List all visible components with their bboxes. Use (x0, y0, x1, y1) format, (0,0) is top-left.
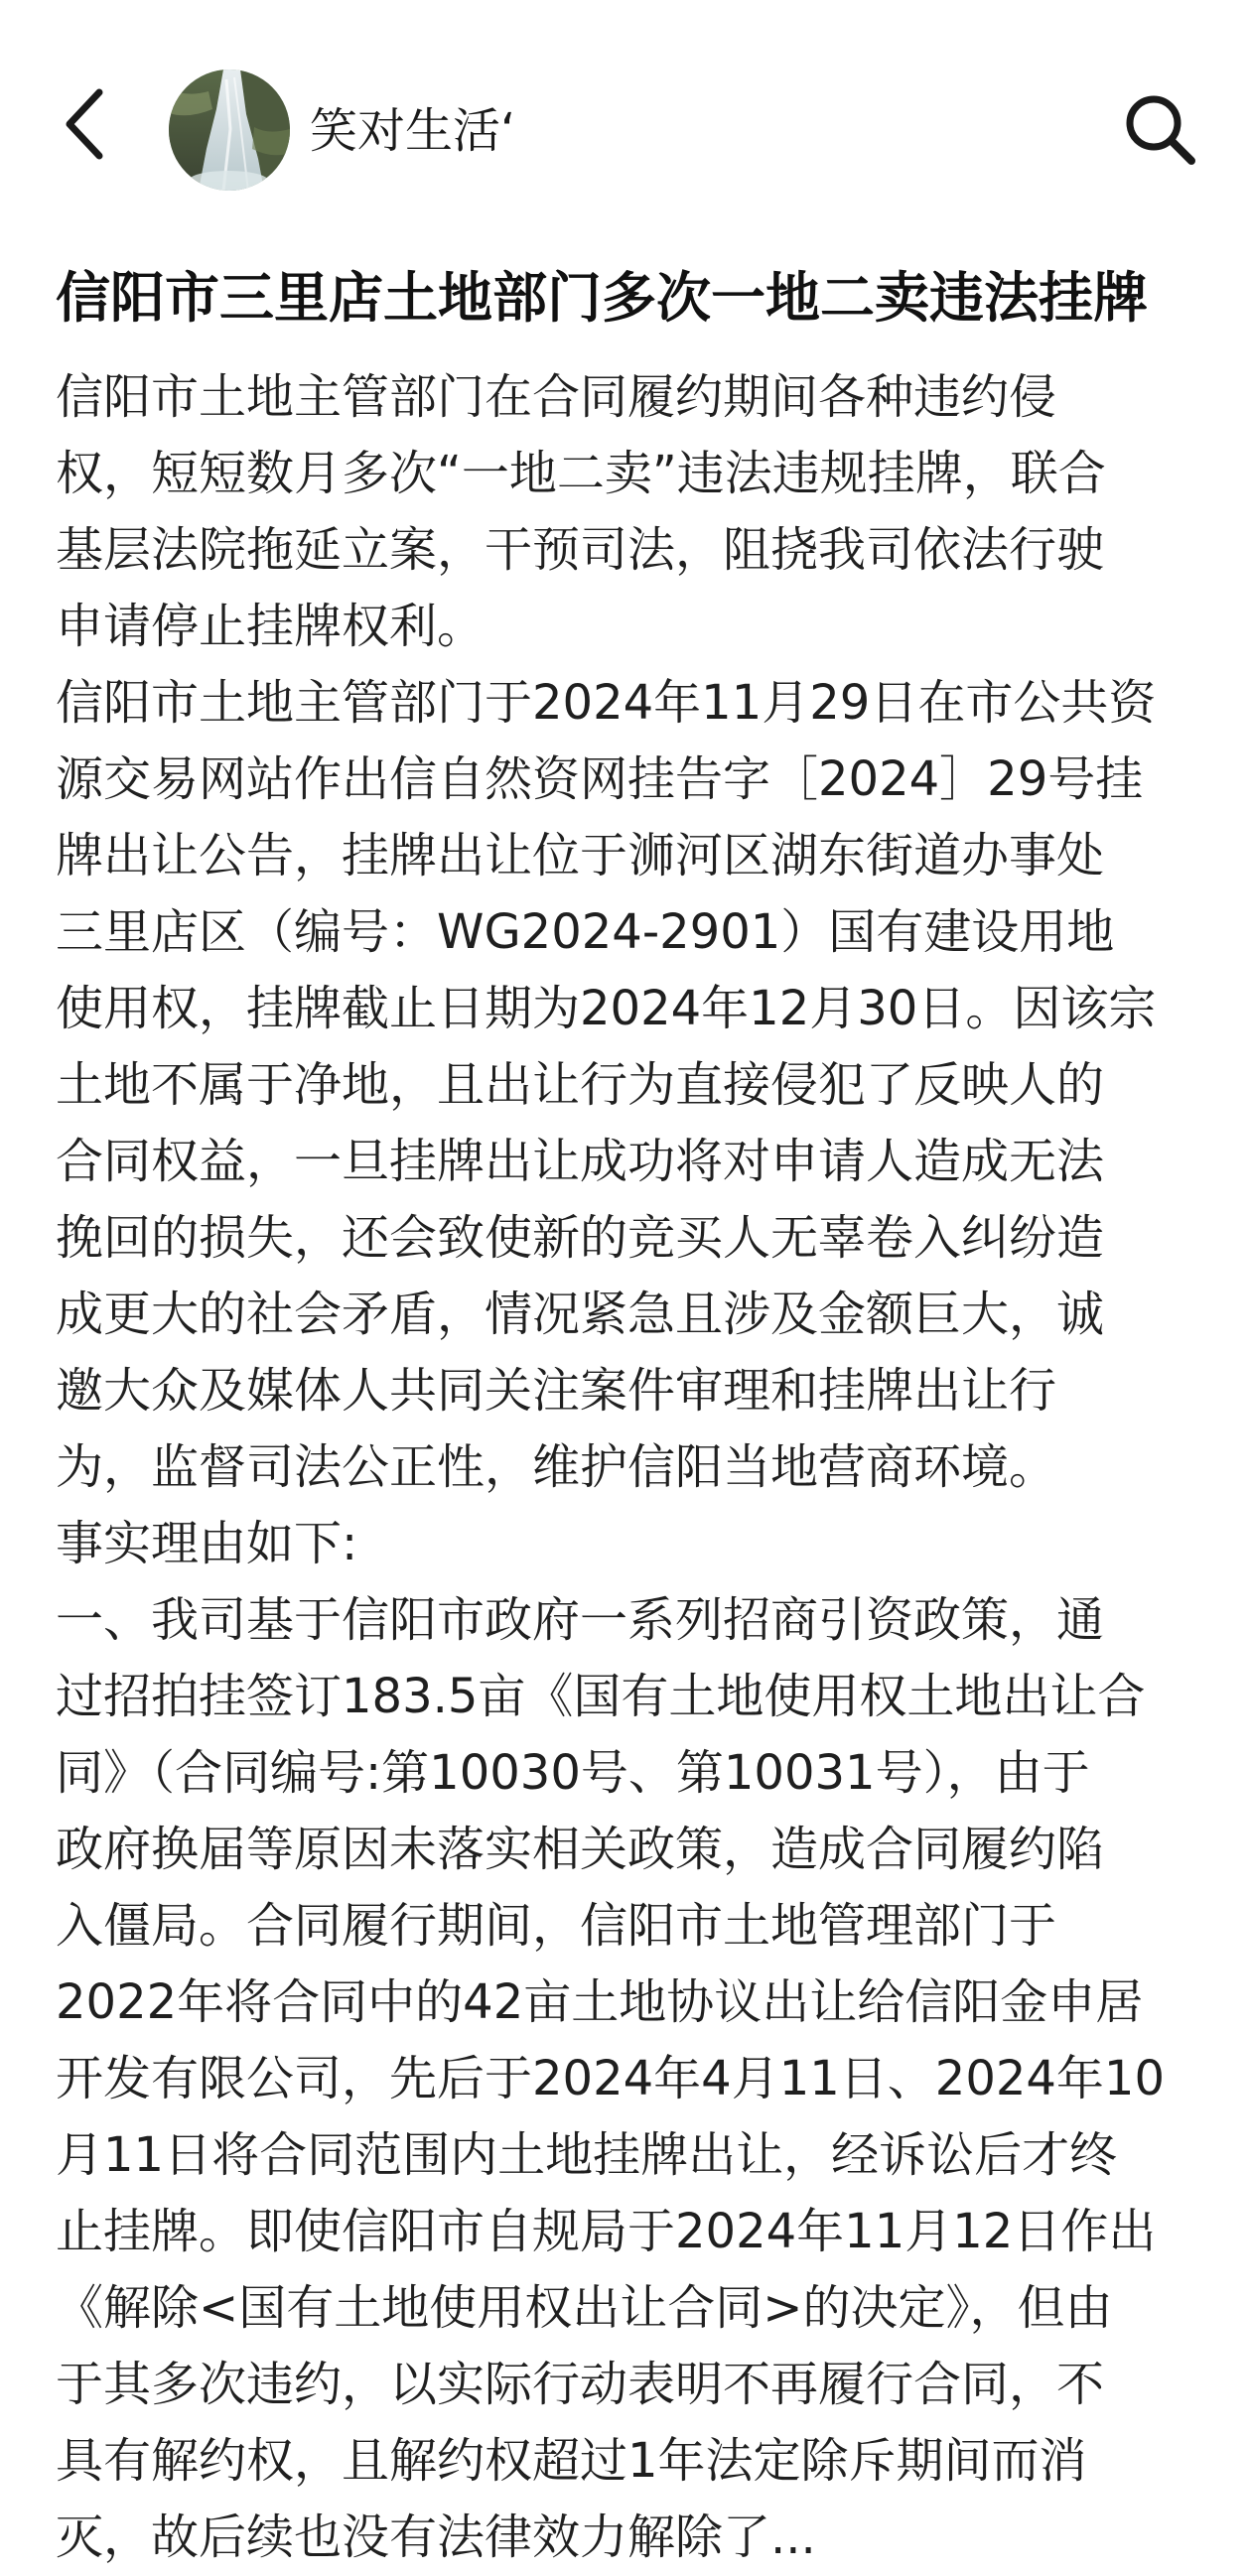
paragraph-line: 三里店区（编号：WG2024-2901）国有建设用地 (56, 904, 1115, 960)
paragraph-line: 灭，故后续也没有法律效力解除了... (56, 2509, 816, 2565)
paragraph-line: 于其多次违约，以实际行动表明不再履行合同，不 (56, 2357, 1105, 2412)
article-title: 信阳市三里店土地部门多次一地二卖违法挂牌 (56, 266, 1149, 330)
search-icon (1120, 89, 1199, 169)
search-button[interactable] (1110, 79, 1209, 179)
paragraph-line: 为，监督司法公正性，维护信阳当地营商环境。 (56, 1439, 1057, 1495)
paragraph-line: 信阳市土地主管部门在合同履约期间各种违约侵 (56, 369, 1057, 425)
account-name[interactable]: 笑对生活‘ (310, 103, 516, 159)
paragraph-line: 合同权益，一旦挂牌出让成功将对申请人造成无法 (56, 1134, 1105, 1189)
paragraph-line: 具有解约权，且解约权超过1年法定除斥期间而消 (56, 2433, 1087, 2489)
paragraph-line: 申请停止挂牌权利。 (56, 599, 486, 654)
paragraph-line: 《解除<国有土地使用权出让合同>的决定》，但由 (56, 2280, 1113, 2336)
back-button[interactable] (40, 79, 129, 169)
paragraph-line: 挽回的损失，还会致使新的竞买人无辜卷入纠纷造 (56, 1210, 1105, 1266)
paragraph-line: 一、我司基于信阳市政府一系列招商引资政策，通 (56, 1592, 1105, 1648)
paragraph-line: 基层法院拖延立案，干预司法，阻挠我司依法行驶 (56, 522, 1105, 578)
paragraph-line: 2022年将合同中的42亩土地协议出让给信阳金申居 (56, 1974, 1144, 2030)
paragraph-line: 月11日将合同范围内土地挂牌出让，经诉讼后才终 (56, 2127, 1118, 2183)
paragraph-line: 土地不属于净地，且出让行为直接侵犯了反映人的 (56, 1057, 1105, 1113)
paragraph-line: 邀大众及媒体人共同关注案件审理和挂牌出让行 (56, 1363, 1057, 1419)
waterfall-avatar-image (169, 69, 290, 191)
paragraph-line: 同》（合同编号:第10030号、第10031号），由于 (56, 1745, 1090, 1801)
paragraph-line: 权，短短数月多次“一地二卖”违法违规挂牌，联合 (56, 446, 1106, 501)
paragraph-line: 开发有限公司，先后于2024年4月11日、2024年10 (56, 2051, 1166, 2106)
account-avatar[interactable] (169, 69, 290, 191)
paragraph-line: 过招拍挂签订183.5亩《国有土地使用权土地出让合 (56, 1669, 1146, 1724)
paragraph-line: 事实理由如下: (56, 1516, 358, 1571)
paragraph-line: 入僵局。合同履行期间，信阳市土地管理部门于 (56, 1898, 1057, 1954)
paragraph-line: 政府换届等原因未落实相关政策，造成合同履约陷 (56, 1822, 1105, 1877)
paragraph-line: 使用权，挂牌截止日期为2024年12月30日。因该宗 (56, 981, 1157, 1036)
article-body (56, 359, 1207, 2576)
paragraph-line: 源交易网站作出信自然资网挂告字［2024］29号挂 (56, 751, 1144, 807)
paragraph-line: 牌出让公告，挂牌出让位于浉河区湖东街道办事处 (56, 828, 1105, 883)
top-bar (0, 0, 1251, 248)
paragraph-line: 成更大的社会矛盾，情况紧急且涉及金额巨大，诚 (56, 1287, 1105, 1342)
paragraph-line: 止挂牌。即使信阳市自规局于2024年11月12日作出 (56, 2204, 1157, 2259)
paragraph-line: 信阳市土地主管部门于2024年11月29日在市公共资 (56, 675, 1157, 731)
chevron-left-icon (60, 84, 109, 164)
